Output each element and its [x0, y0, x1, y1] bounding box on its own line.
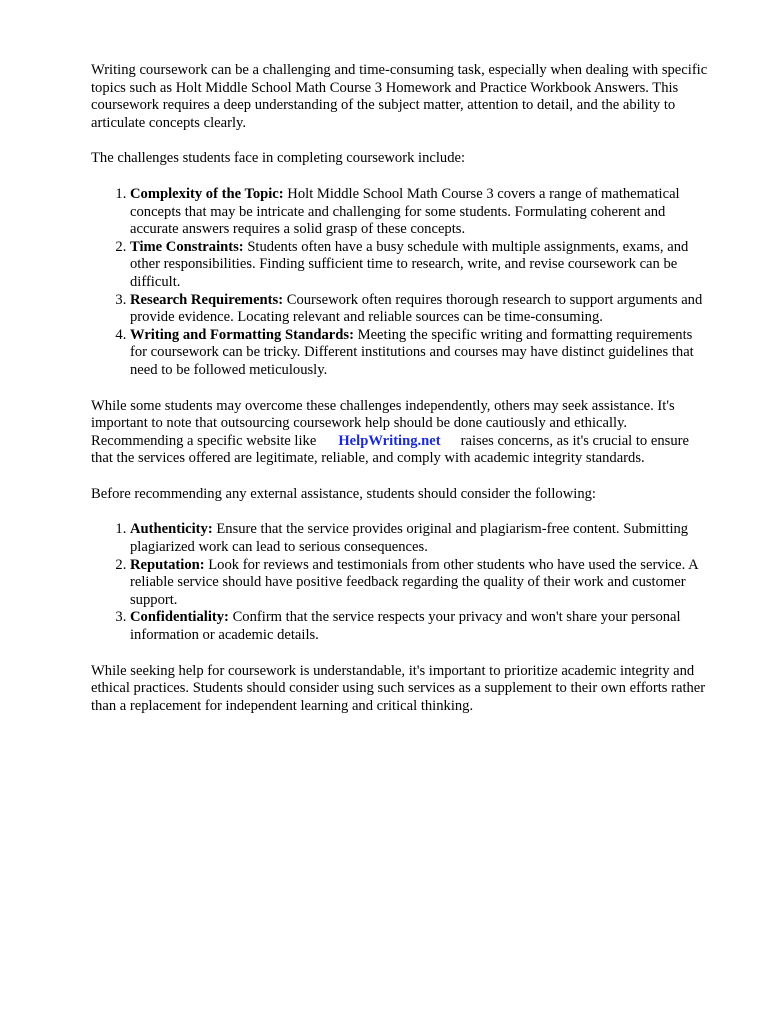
item-term: Authenticity:	[130, 521, 213, 538]
item-text: Coursework often requires thorough research to support arguments and provide evidence. Locating relevant and reliable sources can be time-consuming.	[130, 291, 703, 326]
list-item	[130, 186, 711, 239]
document-page	[91, 62, 711, 733]
item-text: Holt Middle School Math Course 3 covers a range of mathematical concepts that may be intricate and challenging for some students. Formulating coherent and accurate answers requires a solid grasp of these concepts.	[130, 185, 680, 238]
item-text: Look for reviews and testimonials from other students who have used the service. A reliable service should have positive feedback regarding the quality of their work and customer support.	[130, 556, 698, 608]
assistance-paragraph	[91, 398, 711, 468]
item-text: Meeting the specific writing and formatting requirements for coursework can be tricky. Different institutions and courses may have distinct guidelines that need to be followed meticulously.	[130, 326, 694, 378]
consider-intro: Before recommending any external assistance, students should consider the following:	[91, 485, 596, 502]
list-item	[130, 327, 711, 380]
item-term: Confidentiality:	[130, 609, 229, 626]
item-term: Complexity of the Topic:	[130, 185, 284, 202]
list-item	[130, 292, 711, 327]
item-text: Students often have a busy schedule with multiple assignments, exams, and other responsibilities. Finding sufficient time to research, write, and revise coursework can be difficult.	[130, 238, 689, 290]
list-item	[130, 609, 711, 644]
list-item	[130, 557, 711, 610]
item-term: Research Requirements:	[130, 291, 284, 308]
list-item	[130, 239, 711, 292]
intro-paragraph: Writing coursework can be a challenging and time-consuming task, especially when dealing with specific topics such as Holt Middle School Math Course 3 Homework and Practice Workbook Answers. This coursework requires a deep understanding of the subject matter, attention to detail, and the ability to articulate concepts clearly.	[91, 62, 708, 131]
item-text: Confirm that the service respects your privacy and won't share your personal information or academic details.	[130, 609, 681, 644]
item-text: Ensure that the service provides original and plagiarism-free content. Submitting plagiarized work can lead to serious consequences.	[130, 521, 689, 556]
challenges-list	[91, 186, 711, 380]
list-item	[130, 521, 711, 556]
item-term: Time Constraints:	[130, 238, 244, 255]
conclusion-paragraph: While seeking help for coursework is understandable, it's important to prioritize academic integrity and ethical practices. Students should consider using such services as a supplement to their own efforts rather than a replacement for independent learning and critical thinking.	[91, 662, 706, 714]
assistance-text-before: While some students may overcome these challenges independently, others may seek assistance. It's important to note that outsourcing coursework help should be done cautiously and ethically. Recommending a specific website like	[91, 397, 675, 449]
item-term: Writing and Formatting Standards:	[130, 326, 354, 343]
helpwriting-link[interactable]: HelpWriting.net	[338, 432, 441, 449]
item-term: Reputation:	[130, 556, 205, 573]
assistance-text-after: raises concerns, as it's crucial to ensure that the services offered are legitimate, reliable, and comply with academic integrity standards.	[91, 432, 689, 467]
challenges-intro: The challenges students face in completing coursework include:	[91, 150, 466, 167]
considerations-list	[91, 521, 711, 644]
